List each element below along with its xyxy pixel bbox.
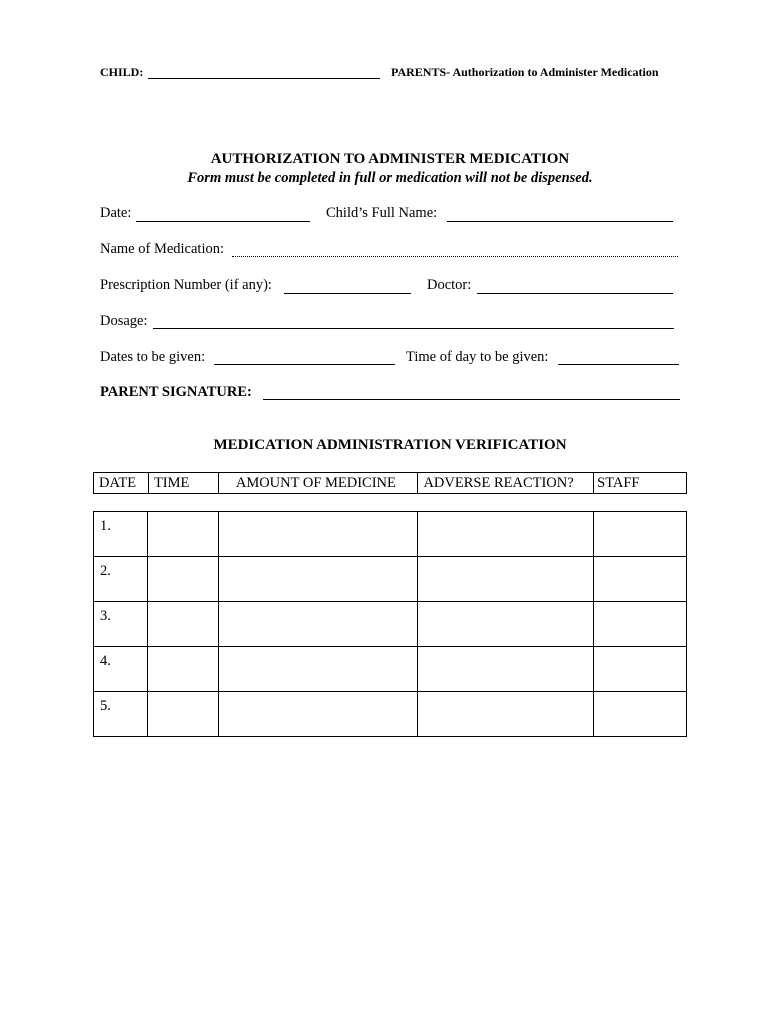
dates-given-line[interactable] [214, 364, 395, 365]
column-header-amount: AMOUNT OF MEDICINE [218, 473, 418, 494]
medication-label: Name of Medication: [100, 241, 225, 257]
time-cell[interactable] [147, 557, 218, 602]
column-header-time: TIME [148, 473, 218, 494]
staff-cell[interactable] [594, 692, 687, 737]
form-title: AUTHORIZATION TO ADMINISTER MEDICATION [210, 151, 570, 167]
verification-body-table [93, 511, 687, 737]
verification-title: MEDICATION ADMINISTRATION VERIFICATION [213, 437, 567, 453]
parent-signature-label: PARENT SIGNATURE: [100, 384, 252, 400]
dosage-label: Dosage: [100, 313, 148, 329]
time-cell[interactable] [147, 512, 218, 557]
form-subtitle: Form must be completed in full or medication will not be dispensed. [187, 170, 593, 186]
parents-header: PARENTS- Authorization to Administer Medication [391, 65, 659, 79]
dosage-line[interactable] [153, 328, 674, 329]
row-number: 2. [94, 557, 148, 602]
child-full-name-line[interactable] [447, 221, 673, 222]
doctor-label: Doctor: [427, 277, 472, 293]
parent-signature-line[interactable] [263, 399, 680, 400]
table-row [94, 602, 687, 647]
adverse-reaction-cell[interactable] [418, 692, 594, 737]
dates-given-label: Dates to be given: [100, 349, 206, 365]
child-label: CHILD: [100, 65, 144, 79]
date-label: Date: [100, 205, 132, 221]
amount-cell[interactable] [218, 602, 418, 647]
adverse-reaction-cell[interactable] [418, 602, 594, 647]
amount-cell[interactable] [218, 647, 418, 692]
time-cell[interactable] [147, 692, 218, 737]
time-of-day-label: Time of day to be given: [406, 349, 549, 365]
row-number: 4. [94, 647, 148, 692]
staff-cell[interactable] [594, 602, 687, 647]
table-row [94, 512, 687, 557]
amount-cell[interactable] [218, 692, 418, 737]
amount-cell[interactable] [218, 557, 418, 602]
adverse-reaction-cell[interactable] [418, 557, 594, 602]
date-line[interactable] [136, 221, 310, 222]
time-cell[interactable] [147, 647, 218, 692]
table-row [94, 557, 687, 602]
medication-line[interactable] [232, 256, 678, 257]
table-row [94, 692, 687, 737]
column-header-staff: STAFF [594, 473, 687, 494]
time-cell[interactable] [147, 602, 218, 647]
doctor-line[interactable] [477, 293, 673, 294]
row-number: 3. [94, 602, 148, 647]
prescription-line[interactable] [284, 293, 411, 294]
child-name-line[interactable] [148, 78, 380, 79]
verification-header-table [93, 472, 687, 494]
column-header-date: DATE [94, 473, 149, 494]
time-of-day-line[interactable] [558, 364, 679, 365]
prescription-label: Prescription Number (if any): [100, 277, 272, 293]
child-full-name-label: Child’s Full Name: [326, 205, 438, 221]
row-number: 1. [94, 512, 148, 557]
amount-cell[interactable] [218, 512, 418, 557]
table-row [94, 647, 687, 692]
adverse-reaction-cell[interactable] [418, 512, 594, 557]
staff-cell[interactable] [594, 647, 687, 692]
row-number: 5. [94, 692, 148, 737]
adverse-reaction-cell[interactable] [418, 647, 594, 692]
staff-cell[interactable] [594, 512, 687, 557]
column-header-adverse-reaction: ADVERSE REACTION? [418, 473, 594, 494]
staff-cell[interactable] [594, 557, 687, 602]
